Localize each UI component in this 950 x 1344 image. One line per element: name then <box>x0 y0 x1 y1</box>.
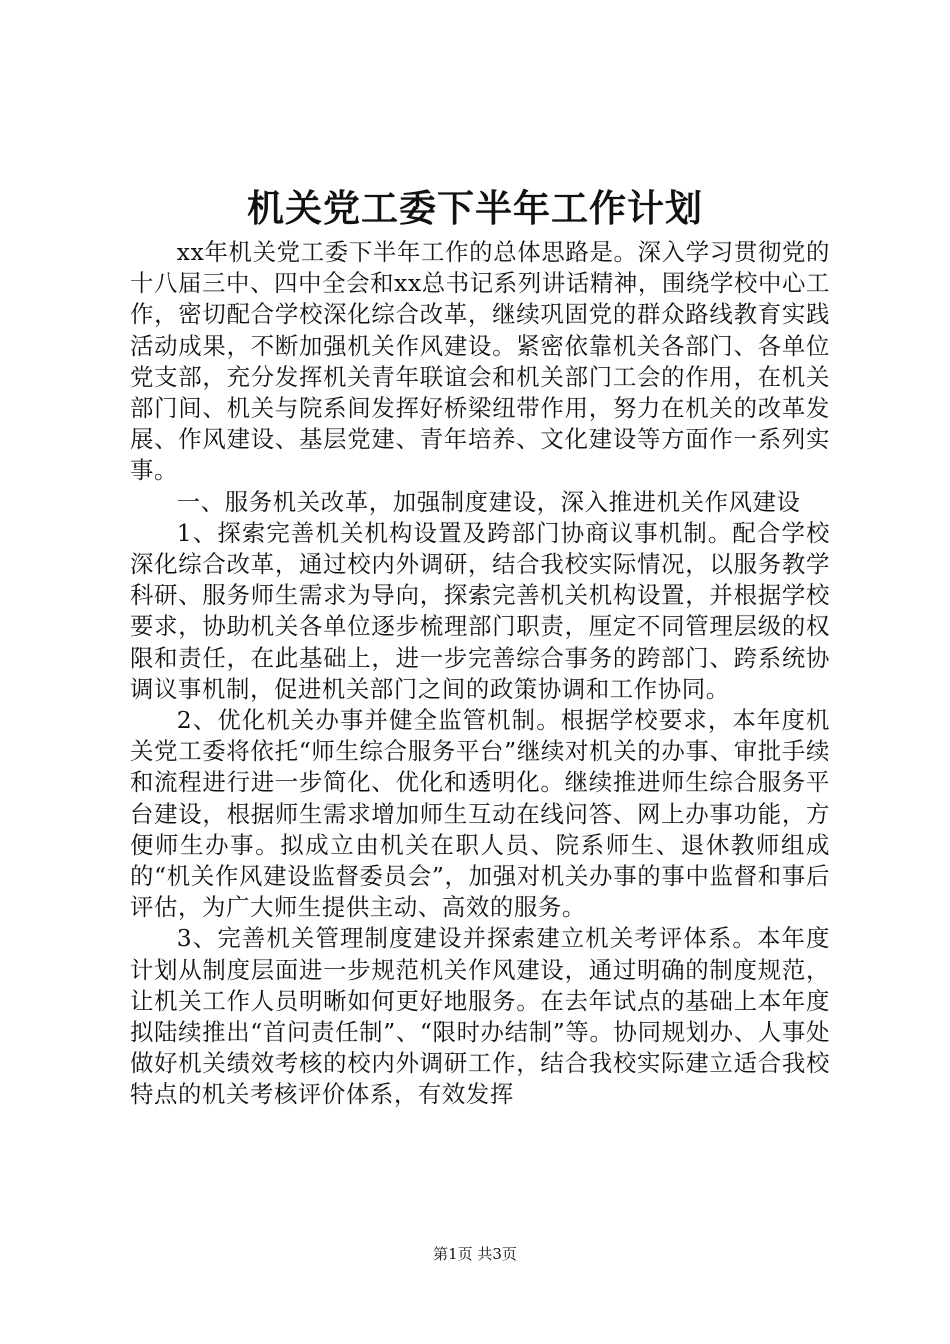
page-number-footer: 第1页 共3页 <box>433 1245 517 1263</box>
document-body <box>130 237 830 1111</box>
document-title: 机关党工委下半年工作计划 <box>247 186 703 230</box>
item-1-paragraph: 1、探索完善机关机构设置及跨部门协商议事机制。配合学校深化综合改革，通过校内外调研，结合我校实际情况，以服务教学科研、服务师生需求为导向，探索完善机关机构设置，并根据学校要求，协助机关各单位逐步梳理部门职责，厘定不同管理层级的权限和责任，在此基础上，进一步完善综合事务的跨部门、跨系统协调议事机制，促进机关部门之间的政策协调和工作协同。 <box>130 518 830 703</box>
intro-paragraph: xx年机关党工委下半年工作的总体思路是。深入学习贯彻党的十八届三中、四中全会和xx总书记系列讲话精神，围绕学校中心工作，密切配合学校深化综合改革，继续巩固党的群众路线教育实践活动成果，不断加强机关作风建设。紧密依靠机关各部门、各单位党支部，充分发挥机关青年联谊会和机关部门工会的作用，在机关部门间、机关与院系间发挥好桥梁纽带作用，努力在机关的改革发展、作风建设、基层党建、青年培养、文化建设等方面作一系列实事。 <box>130 238 830 485</box>
item-2-paragraph: 2、优化机关办事并健全监管机制。根据学校要求，本年度机关党工委将依托“师生综合服务平台”继续对机关的办事、审批手续和流程进行进一步简化、优化和透明化。继续推进师生综合服务平台建设，根据师生需求增加师生互动在线问答、网上办事功能，方便师生办事。拟成立由机关在职人员、院系师生、退休教师组成的“机关作风建设监督委员会”，加强对机关办事的事中监督和事后评估，为广大师生提供主动、高效的服务。 <box>130 706 830 922</box>
item-3-paragraph: 3、完善机关管理制度建设并探索建立机关考评体系。本年度计划从制度层面进一步规范机关作风建设，通过明确的制度规范，让机关工作人员明晰如何更好地服务。在去年试点的基础上本年度拟陆续推出“首问责任制”、“限时办结制”等。协同规划办、人事处做好机关绩效考核的校内外调研工作，结合我校实际建立适合我校特点的机关考核评价体系，有效发挥 <box>130 924 830 1109</box>
section-heading: 一、服务机关改革，加强制度建设，深入推进机关作风建设 <box>176 487 801 516</box>
